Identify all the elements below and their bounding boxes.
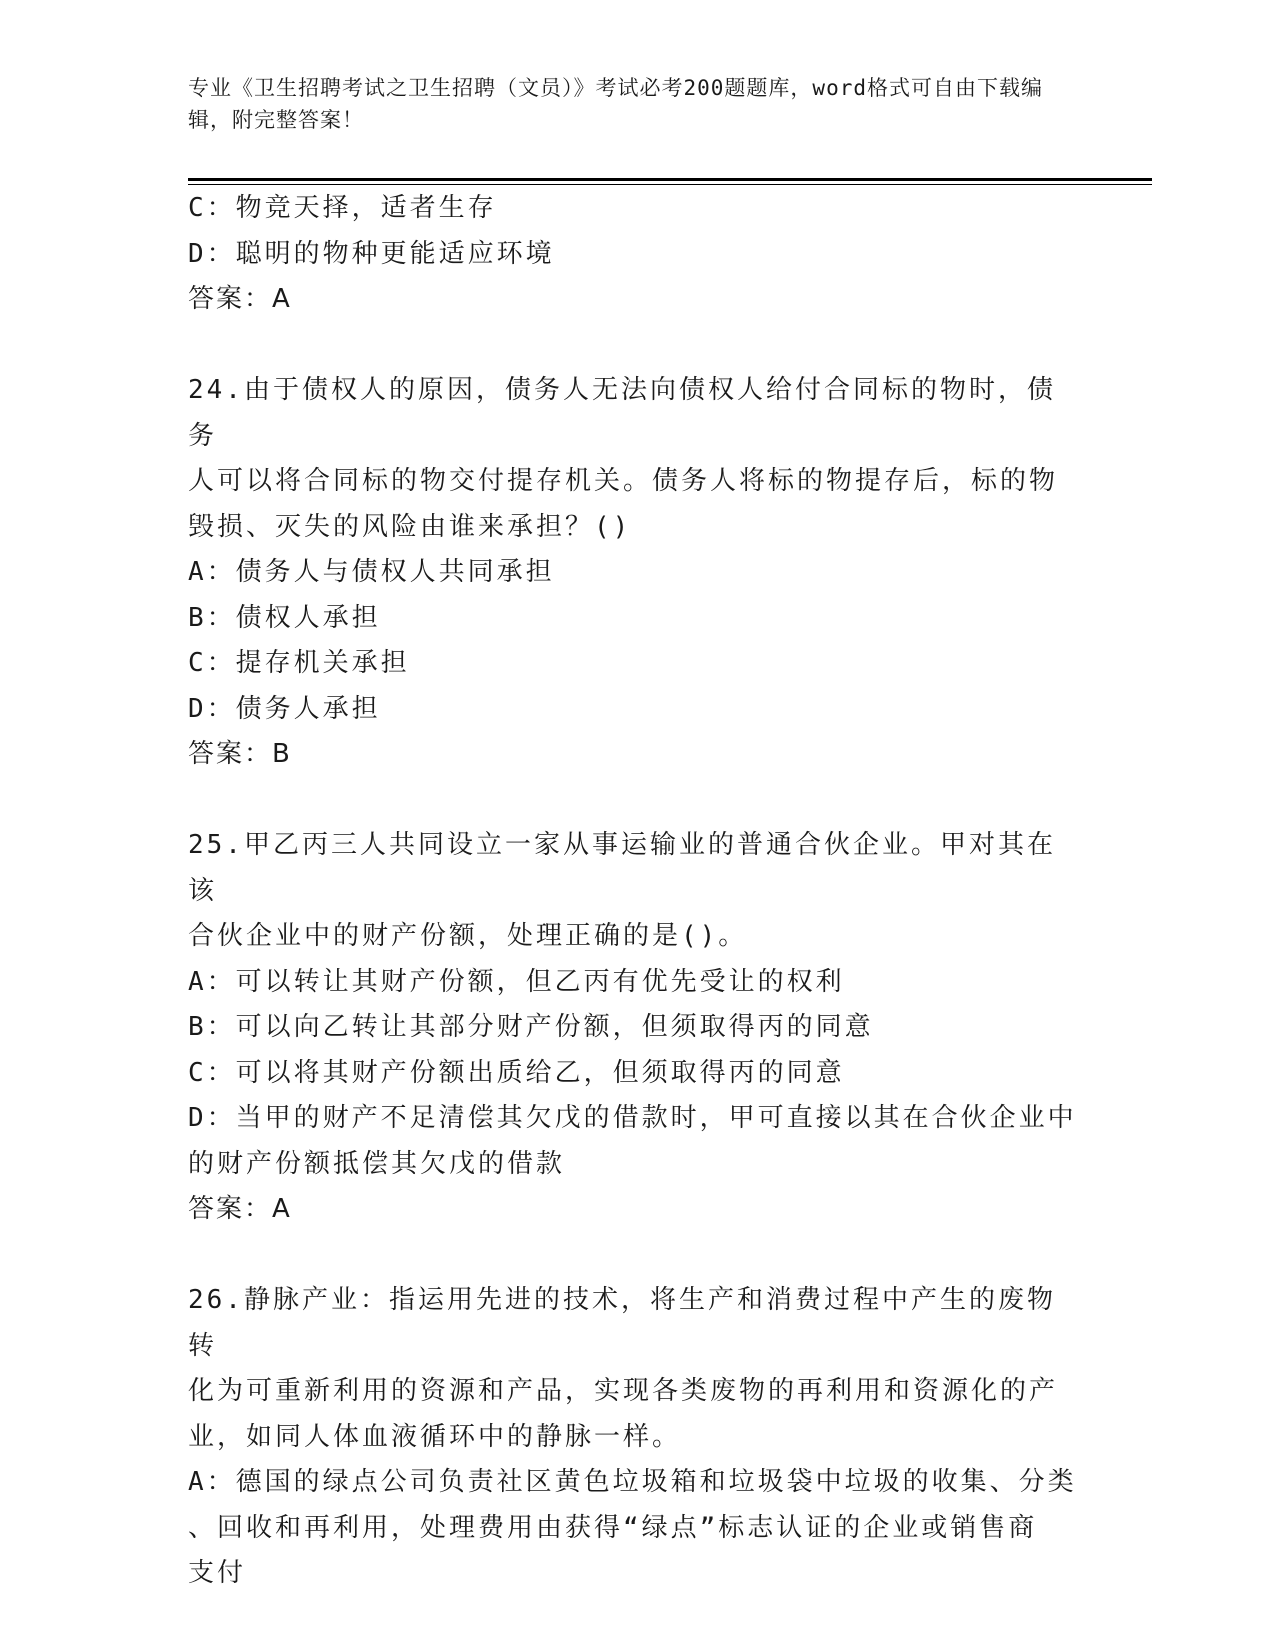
option-line: A：德国的绿点公司负责社区黄色垃圾箱和垃圾袋中垃圾的收集、分类 bbox=[188, 1467, 1077, 1497]
question-block bbox=[188, 823, 1078, 1233]
answer-value: A bbox=[272, 284, 291, 314]
page-header: 专业《卫生招聘考试之卫生招聘（文员）》考试必考200题题库，word格式可自由下载编辑，附完整答案！ bbox=[188, 76, 1043, 132]
question-line: 25.甲乙丙三人共同设立一家从事运输业的普通合伙企业。甲对其在该 bbox=[188, 830, 1056, 906]
answer-line bbox=[188, 732, 1078, 778]
question-line: 毁损、灭失的风险由谁来承担？() bbox=[188, 511, 632, 542]
question-line: 24.由于债权人的原因，债务人无法向债权人给付合同标的物时，债务 bbox=[188, 375, 1056, 451]
option-line: A：可以转让其财产份额，但乙丙有优先受让的权利 bbox=[188, 966, 845, 997]
answer-line bbox=[188, 277, 1078, 323]
option-line: D：当甲的财产不足清偿其欠戊的借款时，甲可直接以其在合伙企业中 bbox=[188, 1103, 1077, 1133]
option-line: D：债务人承担 bbox=[188, 693, 381, 724]
option-line: B：可以向乙转让其部分财产份额，但须取得丙的同意 bbox=[188, 1012, 874, 1042]
answer-label: 答案： bbox=[188, 739, 273, 769]
question-line: 化为可重新利用的资源和产品，实现各类废物的再利用和资源化的产 bbox=[188, 1376, 1059, 1406]
header-rule-thin bbox=[188, 184, 1152, 185]
option-line: 支付 bbox=[188, 1558, 247, 1588]
header-rule-thick bbox=[188, 178, 1152, 181]
answer-label: 答案： bbox=[188, 1194, 273, 1224]
answer-label: 答案： bbox=[188, 284, 273, 314]
question-line: 人可以将合同标的物交付提存机关。债务人将标的物提存后，标的物 bbox=[188, 466, 1059, 496]
question-block bbox=[188, 186, 1078, 323]
question-list bbox=[188, 186, 1078, 1597]
option-line: A：债务人与债权人共同承担 bbox=[188, 557, 555, 587]
question-block bbox=[188, 1278, 1078, 1597]
question-line: 合伙企业中的财产份额，处理正确的是()。 bbox=[188, 921, 748, 951]
option-line: C：可以将其财产份额出质给乙，但须取得丙的同意 bbox=[188, 1057, 845, 1088]
question-line: 业，如同人体血液循环中的静脉一样。 bbox=[188, 1421, 682, 1452]
option-line: D：聪明的物种更能适应环境 bbox=[188, 238, 555, 269]
answer-value: B bbox=[272, 739, 291, 769]
option-line: C：物竞天择，适者生存 bbox=[188, 193, 497, 223]
option-line: 、回收和再利用，处理费用由获得“绿点”标志认证的企业或销售商 bbox=[188, 1512, 1038, 1543]
answer-line bbox=[188, 1187, 1078, 1233]
option-line: 的财产份额抵偿其欠戊的借款 bbox=[188, 1148, 566, 1179]
answer-value: A bbox=[272, 1194, 291, 1224]
option-line: C：提存机关承担 bbox=[188, 648, 410, 678]
option-line: B：债权人承担 bbox=[188, 602, 381, 633]
question-block bbox=[188, 368, 1078, 778]
question-line: 26.静脉产业：指运用先进的技术，将生产和消费过程中产生的废物转 bbox=[188, 1285, 1056, 1361]
